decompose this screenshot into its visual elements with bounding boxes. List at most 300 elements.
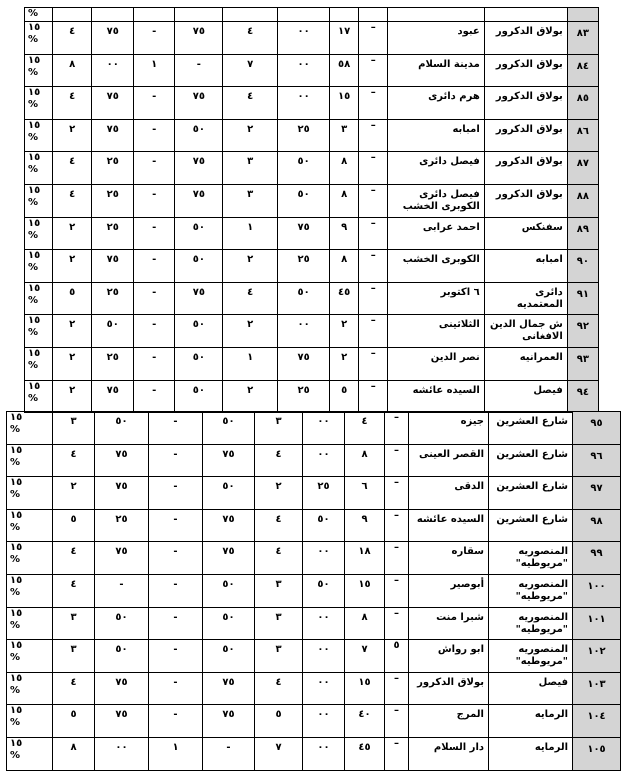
value-cell-c2: ٠٠ [303, 672, 345, 705]
value-cell-c1: ٨ [345, 444, 385, 477]
region-cell: سفنكس [484, 217, 567, 250]
value-cell-c1: ١٥ [345, 574, 385, 607]
value-cell-c6: ٧٥ [95, 477, 149, 510]
region-cell: بولاق الدكرور [484, 87, 567, 120]
table-row [7, 509, 621, 542]
percent-value: ١٥ [28, 217, 41, 229]
row-number-cell: ٩١ [567, 282, 598, 315]
dash-cell: – [385, 542, 409, 575]
percent-sign: % [10, 424, 21, 435]
place-cell: جيزه [409, 412, 489, 445]
percent-value: ١٥ [28, 87, 41, 99]
dash-cell: – [359, 22, 388, 55]
value-cell-c2: ٠٠ [278, 54, 330, 87]
table-row [25, 119, 599, 152]
region-cell: بولاق الدكرور [484, 152, 567, 185]
row-number-cell: ١٠٤ [573, 705, 621, 738]
value-cell-c5: - [133, 152, 175, 185]
place-cell: الثلاثينى [388, 315, 485, 348]
value-cell-c4: ٥٠ [175, 347, 223, 380]
value-cell-c6: ٧٥ [92, 250, 134, 283]
dash-cell: – [385, 607, 409, 640]
percent-value: ١٥ [28, 315, 41, 327]
row-number-cell: ٩٩ [573, 542, 621, 575]
value-cell-c5: - [133, 217, 175, 250]
dash-cell: – [359, 315, 388, 348]
table-header-row [25, 8, 599, 22]
value-cell-c3: ٢ [223, 380, 278, 413]
dash-cell: – [359, 217, 388, 250]
percent-cell [25, 250, 53, 283]
value-cell-c2: ٢٥ [278, 119, 330, 152]
value-cell-c3: ٣ [255, 640, 303, 673]
table-row [25, 282, 599, 315]
value-cell-c3: ٢ [223, 315, 278, 348]
value-cell-c1: ٢ [330, 315, 359, 348]
place-cell: الكوبرى الخشب [388, 250, 485, 283]
value-cell-c6: ٧٥ [92, 380, 134, 413]
region-cell: الرمايه [489, 737, 573, 770]
region-cell: المنصوريه "مريوطيه" [489, 542, 573, 575]
dash-cell: – [359, 54, 388, 87]
value-cell-c1: ١٨ [345, 542, 385, 575]
value-cell-c6: ٧٥ [95, 705, 149, 738]
value-cell-c3: ٣ [223, 152, 278, 185]
dash-cell: – [385, 412, 409, 445]
value-cell-c5: - [133, 347, 175, 380]
value-cell-c4: ٧٥ [203, 705, 255, 738]
table-row [7, 477, 621, 510]
value-cell-c4: ٥٠ [175, 119, 223, 152]
row-number-cell: ٨٤ [567, 54, 598, 87]
value-cell-c7: ٣ [53, 640, 95, 673]
value-cell-c5: - [149, 705, 203, 738]
value-cell-c4: ٧٥ [203, 542, 255, 575]
value-cell-c7: ٨ [53, 54, 92, 87]
value-cell-c6: ٢٥ [92, 347, 134, 380]
value-cell-c5: - [149, 607, 203, 640]
percent-value: ١٥ [10, 412, 23, 423]
value-cell-c2: ٠٠ [278, 22, 330, 55]
value-cell-c2: ٠٠ [303, 542, 345, 575]
value-cell-c2: ٠٠ [278, 315, 330, 348]
value-cell-c4: - [175, 54, 223, 87]
value-cell-c3: ٤ [223, 22, 278, 55]
region-cell: شارع العشرين [489, 477, 573, 510]
value-cell-c3: ٤ [223, 87, 278, 120]
value-cell-c6: ٢٥ [92, 217, 134, 250]
value-cell-c7: ٢ [53, 380, 92, 413]
percent-cell [25, 347, 53, 380]
table-row [25, 347, 599, 380]
value-cell-c3: ٤ [255, 672, 303, 705]
region-cell: بولاق الدكرور [484, 54, 567, 87]
value-cell-c6: ٥٠ [95, 607, 149, 640]
row-number-cell: ٨٧ [567, 152, 598, 185]
percent-sign: % [28, 196, 39, 208]
row-number-cell: ١٠٢ [573, 640, 621, 673]
value-cell-c3: ٧ [255, 737, 303, 770]
value-cell-c3: ١ [223, 347, 278, 380]
value-cell-c7: ٥ [53, 282, 92, 315]
region-cell: المنصوريه "مريوطيه" [489, 607, 573, 640]
value-cell-c3: ٢ [223, 250, 278, 283]
value-cell-c7: ٤ [53, 184, 92, 217]
table-row [25, 250, 599, 283]
table-row [7, 412, 621, 445]
value-cell-c4: ٥٠ [203, 607, 255, 640]
value-cell-c2: ٢٥ [278, 250, 330, 283]
value-cell-c3: ٤ [255, 542, 303, 575]
value-cell-c1: ٤ [345, 412, 385, 445]
value-cell-c5: - [133, 250, 175, 283]
row-number-cell: ٩٢ [567, 315, 598, 348]
percent-sign: % [28, 164, 39, 176]
table-row [7, 574, 621, 607]
percent-cell [25, 119, 53, 152]
percent-cell [7, 672, 53, 705]
row-number-cell: ٨٨ [567, 184, 598, 217]
place-cell: السيده عائشه [388, 380, 485, 413]
value-cell-c4: ٧٥ [203, 672, 255, 705]
percent-value: ١٥ [10, 542, 23, 554]
dash-cell: – [359, 250, 388, 283]
percent-cell [7, 737, 53, 770]
table-row [7, 607, 621, 640]
table-row [25, 22, 599, 55]
fare-table-top [24, 7, 599, 413]
value-cell-c3: ٧ [223, 54, 278, 87]
percent-sign: % [10, 489, 21, 501]
value-cell-c2: ٠٠ [303, 412, 345, 445]
value-cell-c5: - [149, 672, 203, 705]
place-cell: السيده عائشه [409, 509, 489, 542]
place-cell: المرج [409, 705, 489, 738]
table-row [25, 315, 599, 348]
value-cell-c1: ١٧ [330, 22, 359, 55]
value-cell-c1: ١٥ [345, 672, 385, 705]
value-cell-c6: ٢٥ [95, 509, 149, 542]
value-cell-c6: ٢٥ [92, 184, 134, 217]
percent-value: ١٥ [28, 22, 41, 33]
percent-sign: % [28, 229, 39, 241]
region-cell: العمرانيه [484, 347, 567, 380]
value-cell-c4: ٧٥ [175, 282, 223, 315]
place-cell: ابو رواش [409, 640, 489, 673]
value-cell-c2: ٠٠ [303, 444, 345, 477]
value-cell-c5: - [133, 119, 175, 152]
value-cell-c5: ١ [133, 54, 175, 87]
value-cell-c5: - [149, 542, 203, 575]
percent-value: ١٥ [10, 705, 23, 717]
value-cell-c1: ٤٠ [345, 705, 385, 738]
row-number-cell: ٩٣ [567, 347, 598, 380]
percent-sign: % [28, 66, 39, 78]
value-cell-c1: ٢ [330, 347, 359, 380]
percent-sign: % [28, 131, 39, 143]
region-cell: امبابه [484, 250, 567, 283]
place-cell: دار السلام [409, 737, 489, 770]
value-cell-c1: ١٥ [330, 87, 359, 120]
table-row [25, 184, 599, 217]
place-cell: أبوصير [409, 574, 489, 607]
percent-sign: % [10, 684, 21, 696]
value-cell-c7: ٤ [53, 672, 95, 705]
percent-sign: % [28, 99, 39, 111]
dash-cell: – [359, 87, 388, 120]
value-cell-c1: ٨ [330, 184, 359, 217]
dash-cell: – [359, 152, 388, 185]
value-cell-c3: ٤ [255, 509, 303, 542]
percent-value: ١٥ [28, 250, 41, 262]
percent-cell [25, 184, 53, 217]
value-cell-c2: ٠٠ [278, 87, 330, 120]
value-cell-c2: ٠٠ [303, 607, 345, 640]
row-number-cell: ٩٥ [573, 412, 621, 445]
value-cell-c5: - [149, 640, 203, 673]
value-cell-c3: ٣ [255, 607, 303, 640]
value-cell-c3: ٢ [223, 119, 278, 152]
value-cell-c6: ٠٠ [95, 737, 149, 770]
value-cell-c2: ٧٥ [278, 347, 330, 380]
value-cell-c4: ٧٥ [175, 87, 223, 120]
value-cell-c4: ٧٥ [203, 509, 255, 542]
value-cell-c5: - [133, 315, 175, 348]
region-cell: دائرى المعتمديه [484, 282, 567, 315]
value-cell-c6: ٥٠ [92, 315, 134, 348]
value-cell-c5: - [133, 87, 175, 120]
percent-value: ١٥ [28, 152, 41, 164]
value-cell-c7: ٥ [53, 705, 95, 738]
region-cell: شارع العشرين [489, 412, 573, 445]
row-number-cell: ٩٠ [567, 250, 598, 283]
value-cell-c1: ٧ [345, 640, 385, 673]
value-cell-c7: ٤ [53, 87, 92, 120]
percent-value: ١٥ [28, 119, 41, 131]
row-number-cell: ١٠٣ [573, 672, 621, 705]
value-cell-c7: ٤ [53, 574, 95, 607]
percent-sign: % [28, 327, 39, 339]
value-cell-c3: ٣ [255, 412, 303, 445]
value-cell-c1: ٤٥ [330, 282, 359, 315]
value-cell-c6: ٧٥ [92, 119, 134, 152]
percent-value: ١٥ [10, 444, 23, 456]
place-cell: القصر العينى [409, 444, 489, 477]
table-row [7, 444, 621, 477]
value-cell-c2: ٥٠ [303, 509, 345, 542]
percent-sign: % [10, 554, 21, 566]
value-cell-c6: ٧٥ [92, 87, 134, 120]
table-row [7, 737, 621, 770]
table-row [25, 152, 599, 185]
region-cell: المنصوريه "مريوطيه" [489, 640, 573, 673]
value-cell-c7: ٤ [53, 444, 95, 477]
value-cell-c4: ٥٠ [203, 574, 255, 607]
value-cell-c4: ٥٠ [175, 217, 223, 250]
value-cell-c3: ٢ [255, 477, 303, 510]
value-cell-c7: ٢ [53, 217, 92, 250]
value-cell-c7: ٣ [53, 607, 95, 640]
dash-cell: – [385, 477, 409, 510]
place-cell: سقاره [409, 542, 489, 575]
dash-cell: – [385, 705, 409, 738]
row-number-cell: ٩٨ [573, 509, 621, 542]
value-cell-c5: - [133, 282, 175, 315]
table-row [7, 542, 621, 575]
percent-cell [7, 640, 53, 673]
value-cell-c4: ٧٥ [203, 444, 255, 477]
table-row [7, 705, 621, 738]
percent-cell [7, 542, 53, 575]
value-cell-c6: ٧٥ [95, 444, 149, 477]
value-cell-c6: ٥٠ [95, 412, 149, 445]
value-cell-c1: ٦ [345, 477, 385, 510]
region-cell: بولاق الدكرور [484, 22, 567, 55]
row-number-cell: ٩٧ [573, 477, 621, 510]
place-cell: ٦ اكتوبر [388, 282, 485, 315]
percent-value: ١٥ [10, 477, 23, 489]
row-number-cell: ٨٣ [567, 22, 598, 55]
value-cell-c1: ٨ [330, 250, 359, 283]
value-cell-c1: ٥٨ [330, 54, 359, 87]
value-cell-c5: - [149, 477, 203, 510]
value-cell-c1: ٣ [330, 119, 359, 152]
row-number-cell: ١٠٠ [573, 574, 621, 607]
value-cell-c5: - [149, 509, 203, 542]
value-cell-c6: ٠٠ [92, 54, 134, 87]
region-cell: شارع العشرين [489, 444, 573, 477]
table-row [25, 87, 599, 120]
dash-cell: – [359, 347, 388, 380]
value-cell-c6: ٢٥ [92, 152, 134, 185]
row-number-cell: ١٠٥ [573, 737, 621, 770]
region-cell: المنصوريه "مريوطيه" [489, 574, 573, 607]
percent-cell [25, 22, 53, 55]
value-cell-c1: ٨ [330, 152, 359, 185]
value-cell-c7: ٢ [53, 119, 92, 152]
value-cell-c3: ١ [223, 217, 278, 250]
value-cell-c2: ٢٥ [303, 477, 345, 510]
dash-cell: – [359, 282, 388, 315]
dash-cell: – [385, 574, 409, 607]
dash-cell: – [359, 184, 388, 217]
value-cell-c3: ٥ [255, 705, 303, 738]
value-cell-c5: - [133, 22, 175, 55]
percent-value: ١٥ [10, 640, 23, 652]
percent-cell [25, 315, 53, 348]
percent-sign: % [10, 521, 21, 533]
place-cell: امبابه [388, 119, 485, 152]
value-cell-c4: ٧٥ [175, 22, 223, 55]
value-cell-c4: ٥٠ [175, 250, 223, 283]
dash-cell: – [359, 380, 388, 413]
percent-cell [7, 444, 53, 477]
percent-sign: % [10, 749, 21, 761]
percent-sign: % [28, 294, 39, 306]
value-cell-c4: ٥٠ [203, 640, 255, 673]
value-cell-c6: ٥٠ [95, 640, 149, 673]
value-cell-c7: ٤ [53, 542, 95, 575]
table-row [25, 380, 599, 413]
table-row [25, 217, 599, 250]
value-cell-c6: ٧٥ [95, 542, 149, 575]
dash-cell: – [385, 672, 409, 705]
dash-cell: – [385, 509, 409, 542]
row-number-cell: ٨٥ [567, 87, 598, 120]
percent-value: ١٥ [28, 282, 41, 294]
value-cell-c2: ٢٥ [278, 380, 330, 413]
percent-sign: % [28, 359, 39, 371]
percent-sign: % [10, 619, 21, 631]
value-cell-c7: ٨ [53, 737, 95, 770]
percent-cell [25, 87, 53, 120]
value-cell-c3: ٣ [223, 184, 278, 217]
value-cell-c2: ٥٠ [303, 574, 345, 607]
dash-cell: – [385, 444, 409, 477]
value-cell-c6: - [95, 574, 149, 607]
value-cell-c2: ٥٠ [278, 152, 330, 185]
value-cell-c7: ٤ [53, 152, 92, 185]
row-number-cell: ١٠١ [573, 607, 621, 640]
value-cell-c2: ٥٠ [278, 282, 330, 315]
value-cell-c7: ٢ [53, 250, 92, 283]
value-cell-c1: ٩ [345, 509, 385, 542]
percent-sign: % [28, 262, 39, 274]
percent-cell [7, 477, 53, 510]
value-cell-c7: ٤ [53, 22, 92, 55]
place-cell: احمد عرابى [388, 217, 485, 250]
percent-cell [7, 412, 53, 445]
place-cell: بولاق الدكرور [409, 672, 489, 705]
percent-cell [7, 705, 53, 738]
value-cell-c2: ٧٥ [278, 217, 330, 250]
place-cell: فيصل دائرى الكوبرى الخشب [388, 184, 485, 217]
table-row [7, 672, 621, 705]
value-cell-c1: ٩ [330, 217, 359, 250]
percent-value: ١٥ [10, 607, 23, 619]
percent-cell [7, 607, 53, 640]
row-number-cell: ٩٤ [567, 380, 598, 413]
percent-value: ١٥ [10, 574, 23, 586]
dash-cell: ٥ [385, 640, 409, 673]
value-cell-c2: ٠٠ [303, 705, 345, 738]
percent-sign: % [10, 652, 21, 664]
place-cell: هرم دائرى [388, 87, 485, 120]
value-cell-c7: ٣ [53, 412, 95, 445]
region-cell: شارع العشرين [489, 509, 573, 542]
row-number-cell: ٩٦ [573, 444, 621, 477]
value-cell-c4: ٥٠ [175, 380, 223, 413]
value-cell-c4: ٥٠ [203, 412, 255, 445]
region-cell: بولاق الدكرور [484, 184, 567, 217]
value-cell-c3: ٤ [255, 444, 303, 477]
fare-table-bottom [6, 411, 621, 771]
place-cell: شبرا منت [409, 607, 489, 640]
percent-sign: % [28, 392, 39, 404]
value-cell-c1: ٥ [330, 380, 359, 413]
dash-cell: – [385, 737, 409, 770]
percent-sign: % [10, 586, 21, 598]
percent-cell [25, 54, 53, 87]
value-cell-c2: ٠٠ [303, 737, 345, 770]
value-cell-c4: ٧٥ [175, 152, 223, 185]
value-cell-c7: ٢ [53, 315, 92, 348]
value-cell-c5: - [133, 380, 175, 413]
value-cell-c7: ٥ [53, 509, 95, 542]
percent-value: ١٥ [28, 54, 41, 66]
percent-value: ١٥ [28, 184, 41, 196]
row-number-cell: ٨٦ [567, 119, 598, 152]
